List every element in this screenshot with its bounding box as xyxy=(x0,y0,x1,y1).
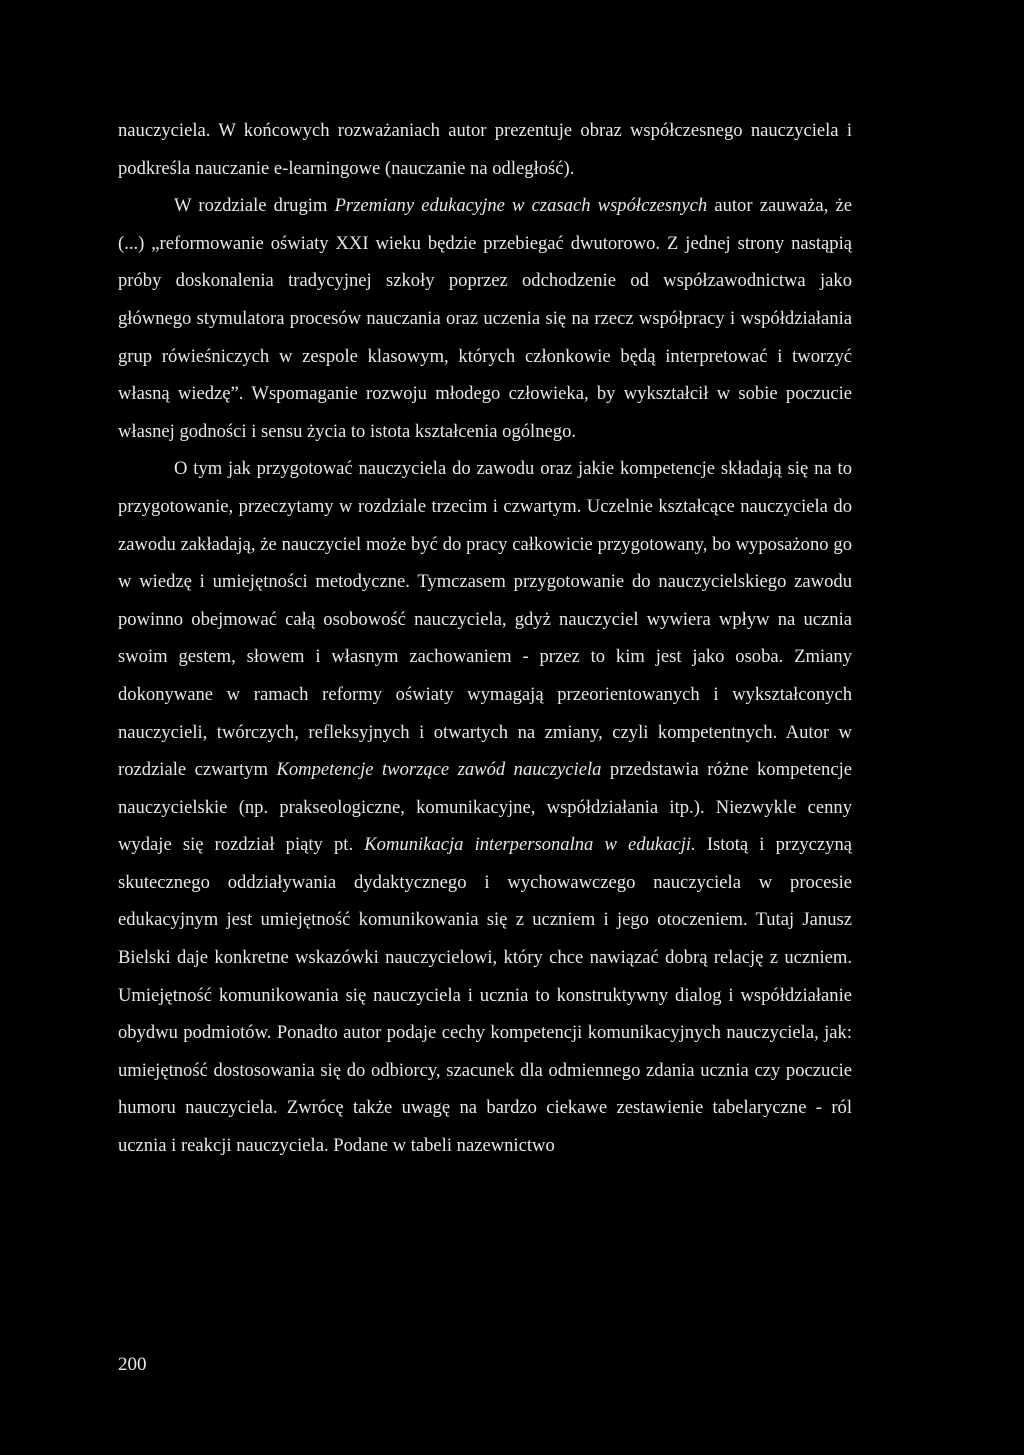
body-text xyxy=(118,112,852,1165)
paragraph-2-text-b: autor zauważa, że (...) „reformowanie oświaty XXI wieku będzie przebiegać dwutorowo. Z jednej strony nastąpią próby doskonalenia tradycyjnej szkoły poprzez odchodzenie od współzawodnictwa jako głównego stymulatora procesów nauczania oraz uczenia się na rzecz współpracy i współdziałania grup rówieśniczych w zespole klasowym, których członkowie będą interpretować i tworzyć własną wiedzę”. Wspomaganie rozwoju młodego człowieka, by wykształcił w sobie poczucie własnej godności i sensu życia to istota kształcenia ogólnego. xyxy=(118,195,853,442)
paragraph-1-text: nauczyciela. W końcowych rozważaniach autor prezentuje obraz współczesnego nauczyciela i podkreśla nauczanie e-learningowe (nauczanie na odległość). xyxy=(118,120,852,179)
paragraph-2 xyxy=(118,187,852,450)
paragraph-3-text-a: O tym jak przygotować nauczyciela do zawodu oraz jakie kompetencje składają się na to przygotowanie, przeczytamy w rozdziale trzecim i czwartym. Uczelnie kształcące nauczyciela do zawodu zakładają, że nauczyciel może być do pracy całkowicie przygotowany, bo wyposażono go w wiedzę i umiejętności metodyczne. Tymczasem przygotowanie do nauczycielskiego zawodu powinno obejmować całą osobowość nauczyciela, gdyż nauczyciel wywiera wpływ na ucznia swoim gestem, słowem i własnym zachowaniem - przez to kim jest jako osoba. Zmiany dokonywane w ramach reformy oświaty wymagają przeorientowanych i wykształconych nauczycieli, twórczych, refleksyjnych i otwartych na zmiany, czyli kompetentnych. Autor w rozdziale czwartym xyxy=(118,458,852,781)
paragraph-3-text-b: przedstawia różne kompetencje nauczycielskie (np. prakseologiczne, komunikacyjne, współdziałania itp.). Niezwykle cenny wydaje się rozdział piąty pt. xyxy=(118,759,853,856)
paragraph-3 xyxy=(118,450,852,1164)
chapter-title-przemiany: Przemiany edukacyjne w czasach współczesnych xyxy=(334,195,708,217)
page-number: 200 xyxy=(118,1354,147,1375)
paragraph-3-text-c: Istotą i przyczyną skutecznego oddziaływania dydaktycznego i wychowawczego nauczyciela w procesie edukacyjnym jest umiejętność komunikowania się z uczniem i jego otoczeniem. Tutaj Janusz Bielski daje konkretne wskazówki nauczycielowi, który chce nawiązać dobrą relację z uczniem. Umiejętność komunikowania się nauczyciela i ucznia to konstruktywny dialog i współdziałanie obydwu podmiotów. Ponadto autor podaje cechy kompetencji komunikacyjnych nauczyciela, jak: umiejętność dostosowania się do odbiorcy, szacunek dla odmiennego zdania ucznia czy poczucie humoru nauczyciela. Zwrócę także uwagę na bardzo ciekawe zestawienie tabelaryczne - ról ucznia i reakcji nauczyciela. Podane w tabeli nazewnictwo xyxy=(118,834,852,1157)
paragraph-2-text-a: W rozdziale drugim xyxy=(174,195,335,217)
chapter-title-komunikacja: Komunikacja interpersonalna w edukacji. xyxy=(364,834,696,856)
paragraph-1 xyxy=(118,112,852,187)
chapter-title-kompetencje: Kompetencje tworzące zawód nauczyciela xyxy=(276,759,602,781)
